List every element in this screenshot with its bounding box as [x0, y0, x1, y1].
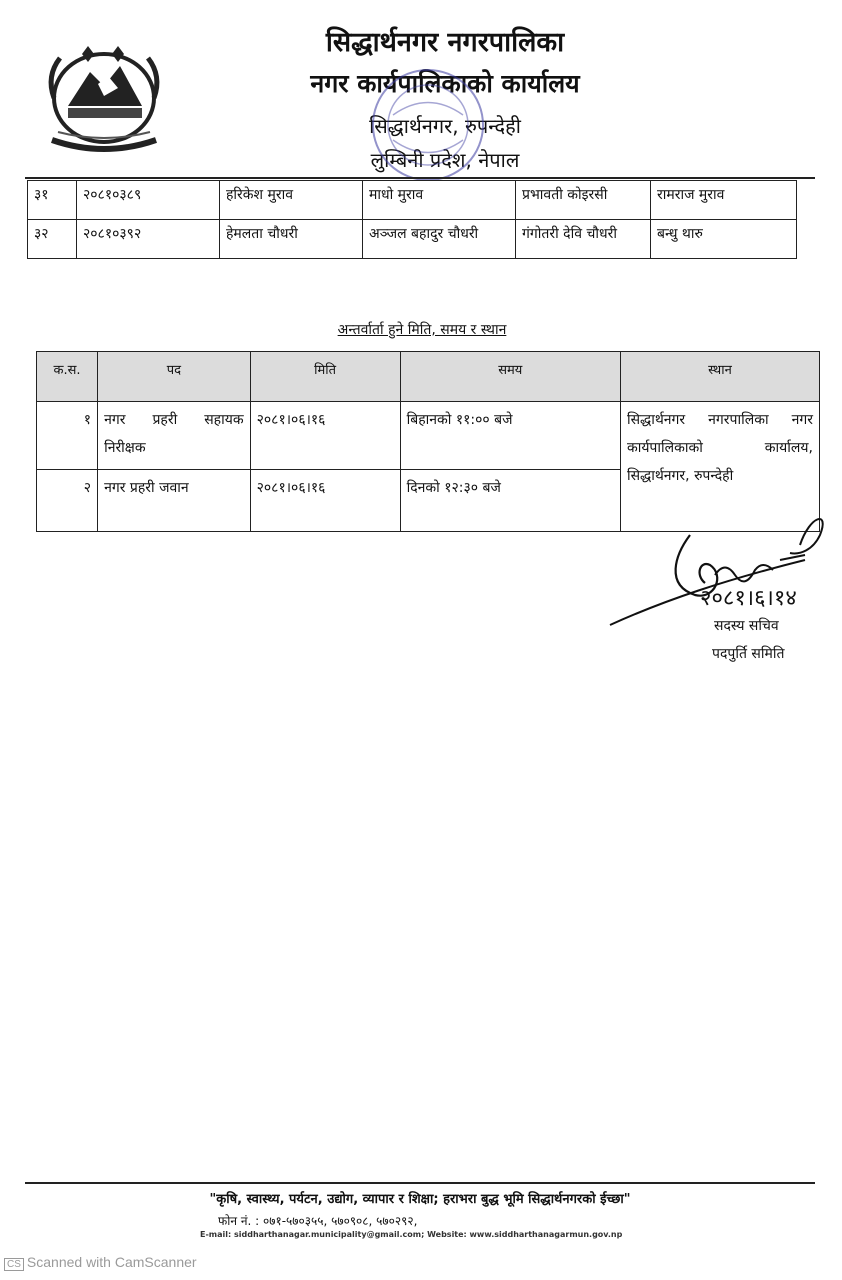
table-row [28, 181, 797, 220]
candidate-roll: २०८१०३८९ [77, 181, 220, 220]
row-time: बिहानको ११:०० बजे [400, 402, 620, 470]
signatory-committee: पदपुर्ति समिति [712, 646, 785, 662]
office-location: सिद्धार्थनगर, रुपन्देही [369, 114, 521, 138]
candidate-grandfather: बन्धु थारु [651, 220, 797, 259]
header-time: समय [400, 352, 620, 402]
signature-date: २०८१।६।१४ [700, 586, 797, 611]
table-row [37, 402, 820, 470]
row-time: दिनको १२:३० बजे [400, 470, 620, 532]
row-post: नगर प्रहरी सहायक निरीक्षक [98, 402, 251, 470]
interview-title: अन्तर्वार्ता हुने मिति, समय र स्थान [337, 322, 507, 338]
table-row [28, 220, 797, 259]
candidate-mother: प्रभावती कोइरसी [516, 181, 651, 220]
candidate-table [27, 180, 797, 259]
official-stamp-icon [368, 55, 488, 195]
row-sn: २ [37, 470, 98, 532]
header-sn: क.स. [37, 352, 98, 402]
row-date: २०८१।०६।१६ [250, 402, 400, 470]
table-header-row [37, 352, 820, 402]
row-sn: १ [37, 402, 98, 470]
candidate-mother: गंगोतरी देवि चौधरी [516, 220, 651, 259]
province-name: लुम्बिनी प्रदेश, नेपाल [370, 148, 520, 172]
row-date: २०८१।०६।१६ [250, 470, 400, 532]
footer-divider [25, 1182, 815, 1184]
header-date: मिति [250, 352, 400, 402]
row-venue: सिद्धार्थनगर नगरपालिका नगर कार्यपालिकाको कार्यालय, सिद्धार्थनगर, रुपन्देही [620, 402, 819, 532]
municipality-name: सिद्धार्थनगर नगरपालिका [325, 27, 565, 58]
footer-phone: फोन नं. : ०७१-५७०३५५, ५७०९०८, ५७०२९२, [218, 1214, 418, 1228]
header-post: पद [98, 352, 251, 402]
scanner-watermark [4, 1254, 197, 1271]
candidate-name: हरिकेश मुराव [220, 181, 363, 220]
candidate-father: अञ्जल बहादुर चौधरी [363, 220, 516, 259]
candidate-father: माधो मुराव [363, 181, 516, 220]
scanner-text: Scanned with CamScanner [26, 1254, 197, 1270]
row-post: नगर प्रहरी जवान [98, 470, 251, 532]
nepal-emblem-icon [38, 36, 170, 156]
footer-motto: "कृषि, स्वास्थ्य, पर्यटन, उद्योग, व्यापार र शिक्षा; हराभरा बुद्ध भूमि सिद्धार्थनगरको ईच्छा" [209, 1192, 631, 1207]
candidate-sn: ३२ [28, 220, 77, 259]
candidate-sn: ३१ [28, 181, 77, 220]
header-venue: स्थान [620, 352, 819, 402]
camscanner-icon: CS [4, 1258, 24, 1271]
office-name: नगर कार्यपालिकाको कार्यालय [310, 69, 580, 98]
header-divider [25, 177, 815, 179]
candidate-name: हेमलता चौधरी [220, 220, 363, 259]
signatory-role: सदस्य सचिव [714, 618, 779, 634]
candidate-grandfather: रामराज मुराव [651, 181, 797, 220]
candidate-roll: २०८१०३९२ [77, 220, 220, 259]
footer-email: E-mail: siddharthanagar.municipality@gmail.com; Website: www.siddharthanagarmun.gov.np [200, 1230, 623, 1239]
